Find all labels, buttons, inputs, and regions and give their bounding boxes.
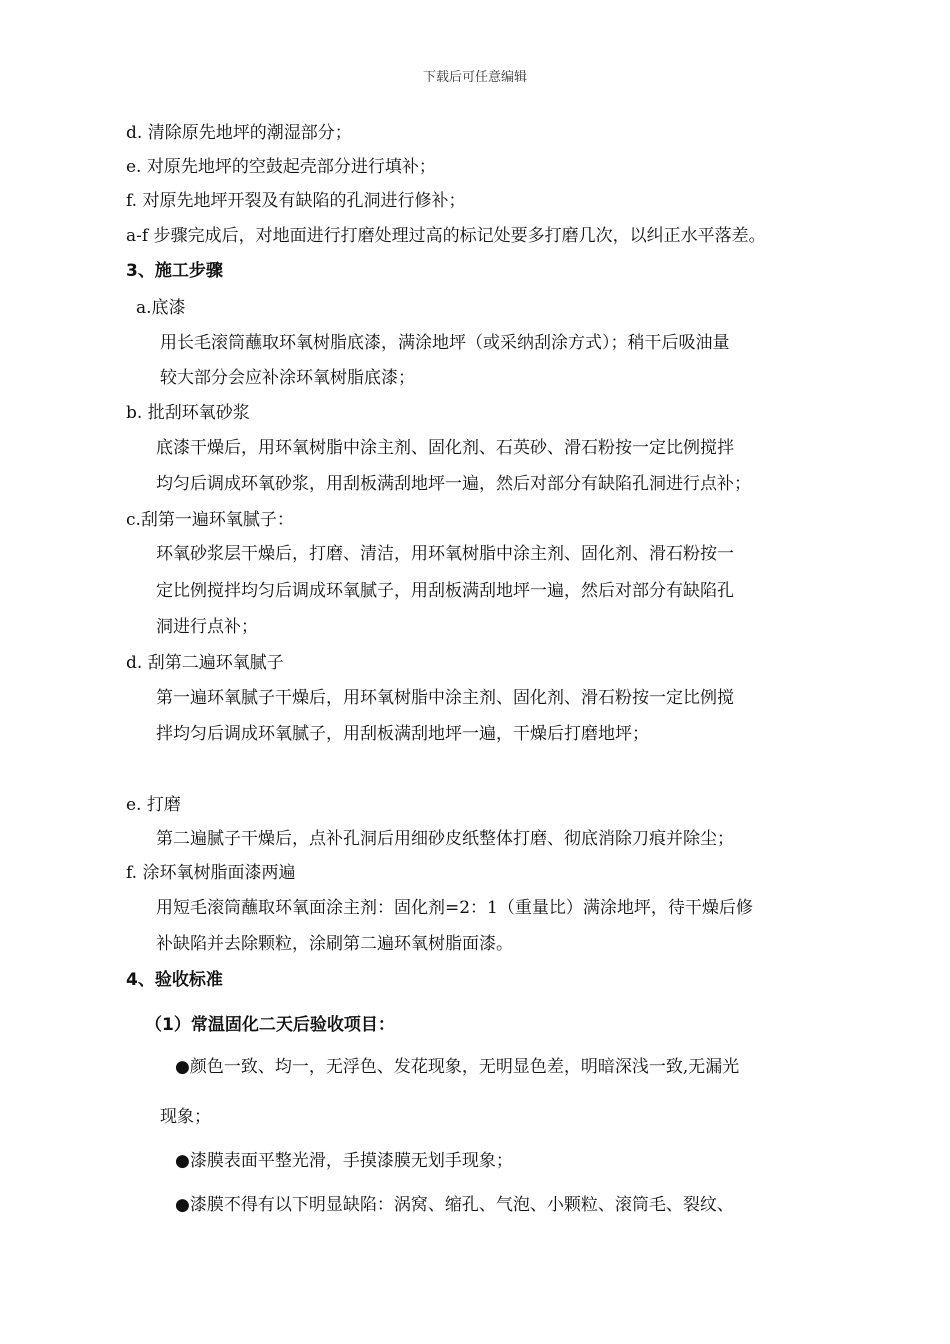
- page-header: 下载后可任意编辑: [422, 70, 527, 85]
- step-f-title: f. 涂环氧树脂面漆两遍: [126, 863, 296, 883]
- subsection-heading: （1）常温固化二天后验收项目：: [145, 1015, 395, 1035]
- step-b-text: 均匀后调成环氧砂浆，用刮板满刮地坪一遍，然后对部分有缺陷孔洞进行点补；: [156, 474, 751, 494]
- step-a-title: a.底漆: [136, 298, 186, 318]
- step-c-text: 定比例搅拌均匀后调成环氧腻子，用刮板满刮地坪一遍，然后对部分有缺陷孔: [156, 581, 734, 601]
- step-c-text: 洞进行点补；: [156, 617, 258, 637]
- step-c-title: c.刮第一遍环氧腻子：: [126, 510, 294, 530]
- step-d-text: 第一遍环氧腻子干燥后，用环氧树脂中涂主剂、固化剂、滑石粉按一定比例搅: [156, 688, 734, 708]
- step-e-text: 第二遍腻子干燥后，点补孔洞后用细砂皮纸整体打磨、彻底消除刀痕并除尘；: [156, 829, 734, 849]
- step-a-text: 较大部分会应补涂环氧树脂底漆；: [160, 368, 415, 388]
- summary-paragraph: a-f 步骤完成后，对地面进行打磨处理过高的标记处要多打磨几次，以纠正水平落差。: [126, 226, 766, 246]
- step-d-text: 拌均匀后调成环氧腻子，用刮板满刮地坪一遍，干燥后打磨地坪；: [156, 724, 649, 744]
- step-e-title: e. 打磨: [126, 795, 181, 815]
- step-b-text: 底漆干燥后，用环氧树脂中涂主剂、固化剂、石英砂、滑石粉按一定比例搅拌: [156, 438, 734, 458]
- step-b-title: b. 批刮环氧砂浆: [126, 403, 250, 423]
- step-d-title: d. 刮第二遍环氧腻子: [126, 653, 284, 673]
- bullet-item: ●颜色一致、均一，无浮色、发花现象，无明显色差，明暗深浅一致,无漏光: [175, 1057, 740, 1077]
- step-f-text: 用短毛滚筒蘸取环氧面涂主剂：固化剂=2：1（重量比）满涂地坪，待干燥后修: [156, 898, 753, 918]
- bullet-item: ●漆膜表面平整光滑，手摸漆膜无划手现象；: [175, 1151, 513, 1171]
- list-item-d: d. 清除原先地坪的潮湿部分；: [126, 123, 352, 143]
- bullet-item: ●漆膜不得有以下明显缺陷：涡窝、缩孔、气泡、小颗粒、滚筒毛、裂纹、: [175, 1195, 734, 1215]
- section-heading-3: 3、施工步骤: [126, 261, 223, 281]
- step-a-text: 用长毛滚筒蘸取环氧树脂底漆，满涂地坪（或采纳刮涂方式）；稍干后吸油量: [160, 333, 730, 353]
- list-item-f: f. 对原先地坪开裂及有缺陷的孔洞进行修补；: [126, 191, 466, 211]
- section-heading-4: 4、验收标准: [126, 970, 223, 990]
- bullet-continuation: 现象；: [160, 1107, 211, 1127]
- step-c-text: 环氧砂浆层干燥后，打磨、清洁，用环氧树脂中涂主剂、固化剂、滑石粉按一: [156, 544, 734, 564]
- list-item-e: e. 对原先地坪的空鼓起壳部分进行填补；: [126, 157, 436, 177]
- step-f-text: 补缺陷并去除颗粒，涂刷第二遍环氧树脂面漆。: [156, 934, 513, 954]
